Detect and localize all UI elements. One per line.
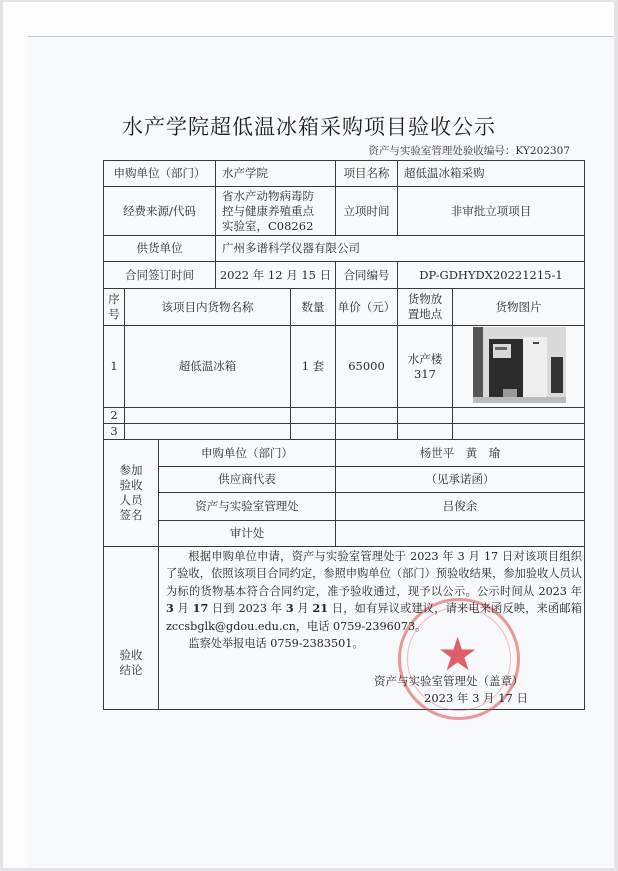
row2-quantity: [290, 407, 336, 424]
funding-label: 经费来源/代码: [103, 186, 216, 236]
row3-unit-price: [335, 423, 398, 440]
row3-photo: [452, 423, 585, 440]
document-title: 水产学院超低温冰箱采购项目验收公示: [122, 115, 496, 139]
header-photo: 货物图片: [452, 288, 585, 326]
signing-date: 2023 年 3 月 17 日: [424, 691, 528, 705]
row1-location: 水产楼 317: [397, 325, 453, 408]
funding-value: [215, 186, 336, 236]
funding-value-line: 实验室，C08262: [222, 218, 314, 233]
start-day: 17: [192, 601, 209, 616]
row1-quantity: 1 套: [290, 325, 336, 408]
approval-label: 立项时间: [335, 186, 398, 236]
row2-seq: 2: [103, 407, 125, 424]
header-location: 货物放 置地点: [397, 288, 453, 326]
signature-role: 申购单位（部门）: [158, 439, 336, 467]
conclusion-label: 验收 结论: [103, 546, 159, 710]
funding-value-line: 省水产动物病毒防: [222, 188, 314, 203]
signing-office: 资产与实验室管理处（盖章）: [374, 674, 524, 688]
contract-number-value: DP-GDHYDX20221215-1: [397, 261, 585, 289]
contract-date-label: 合同签订时间: [103, 261, 216, 289]
freezer-photo: [473, 327, 566, 403]
row1-item-name: 超低温冰箱: [124, 325, 291, 408]
row3-quantity: [290, 423, 336, 440]
end-day: 21: [312, 601, 329, 616]
row1-unit-price: 65000: [335, 325, 398, 408]
project-name-label: 项目名称: [335, 160, 398, 187]
star-icon: ★: [437, 627, 479, 681]
row3-location: [397, 423, 453, 440]
end-month: 3: [285, 601, 294, 616]
acceptance-reference-number: 资产与实验室管理处验收编号：KY202307: [368, 145, 570, 157]
contract-date-value: 2022 年 12 月 15 日: [215, 261, 336, 289]
row2-item-name: [124, 407, 291, 424]
supervision-hotline: 监察处举报电话 0759-2383501。: [188, 637, 364, 651]
signature-names: 杨世平 黄 瑜: [335, 439, 585, 467]
signature-role: 审计处: [158, 520, 336, 547]
header-quantity: 数量: [290, 288, 336, 326]
row2-unit-price: [335, 407, 398, 424]
signature-names: （见承诺函）: [335, 466, 585, 493]
row3-item-name: [124, 423, 291, 440]
signatures-group-label: 参加 验收 人员 签名: [103, 439, 159, 547]
row2-location: [397, 407, 453, 424]
signature-names: [335, 520, 585, 547]
contract-number-label: 合同编号: [335, 261, 398, 289]
conclusion-text: 根据申购单位申请，资产与实验室管理处于 2023 年 3 月 17 日对该项目组织了验收，依照该项目合同约定，参照申购单位（部门）预验收结果，参加验收人员认为标的货物基本符合合同约定，准予验收通过，现予以公示。公示时间从 2023 年 3 月 17 日到 2023 年 3 月 21 日，如有异议或建议，请来电来函反映，来函邮箱 zccsbglk@gdou.edu.cn，电话 0759-2396073。 监察处举报电话 0759-2383501。: [166, 548, 582, 652]
start-month: 3: [166, 601, 174, 616]
project-name-value: 超低温冰箱采购: [397, 160, 585, 187]
supplier-label: 供货单位: [103, 235, 216, 262]
header-seq: 序 号: [103, 288, 125, 326]
applicant-label: 申购单位（部门）: [103, 160, 216, 187]
signature-role: 供应商代表: [158, 466, 336, 493]
signature-role: 资产与实验室管理处: [158, 492, 336, 521]
funding-value-line: 控与健康养殖重点: [222, 203, 314, 218]
signature-names: 吕俊余: [335, 492, 585, 521]
row1-seq: 1: [103, 325, 125, 408]
approval-value: 非审批立项项目: [397, 186, 585, 236]
header-item-name: 该项目内货物名称: [124, 288, 291, 326]
supplier-value: 广州多谱科学仪器有限公司: [215, 235, 585, 262]
applicant-value: 水产学院: [215, 160, 336, 187]
row3-seq: 3: [103, 423, 125, 440]
header-unit-price: 单价（元）: [335, 288, 398, 326]
row2-photo: [452, 407, 585, 424]
